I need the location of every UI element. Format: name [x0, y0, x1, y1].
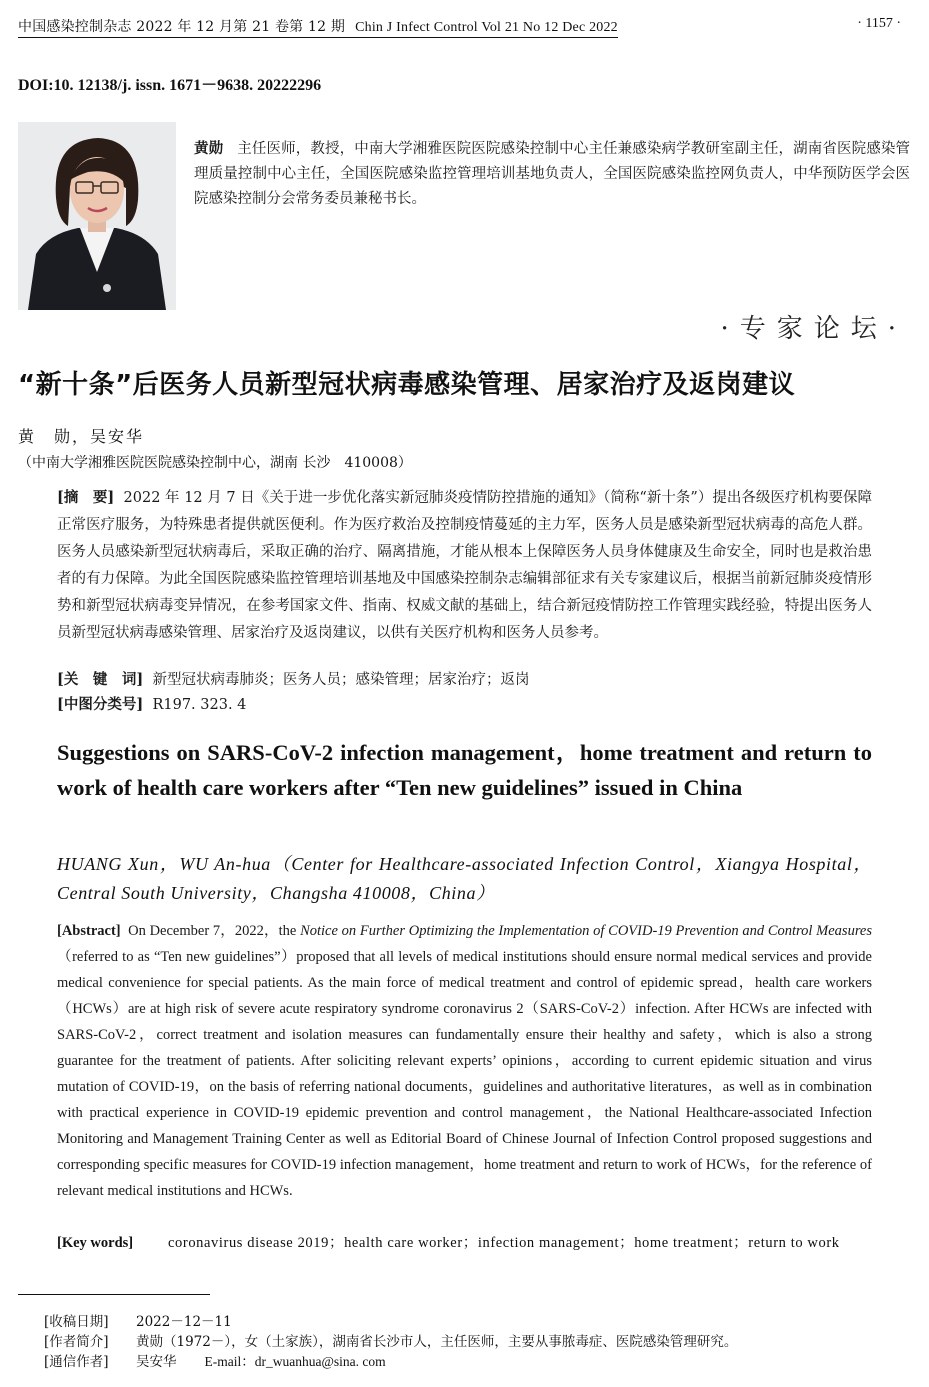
keywords-en-text: coronavirus disease 2019；health care worker；infection management；home treatment；return to work [168, 1235, 840, 1251]
abstract-zh-text: 2022 年 12 月 7 日《关于进一步优化落实新冠肺炎疫情防控措施的通知》（简称“新十条”）提出各级医疗机构要保障正常医疗服务，为特殊患者提供就医便利。作为医疗救治及控制疫情蔓延的主力军，医务人员是感染新型冠状病毒的高危人群。医务人员感染新型冠状病毒后，采取正确的治疗、隔离措施，才能从根本上保障医务人员身体健康及生命安全，同时也是救治患者的有力保障。为此全国医院感染监控管理培训基地及中国感染控制杂志编辑部征求有关专家建议后，根据当前新冠肺炎疫情形势和新型冠状病毒变异情况，在参考国家文件、指南、权威文献的基础上，结合新冠疫情防控工作管理实践经验，特提出医务人员新型冠状病毒感染管理、居家治疗及返岗建议，以供有关医疗机构和医务人员参考。 [57, 490, 872, 641]
corresponding-value: 吴安华 [136, 1354, 177, 1370]
keywords-zh-label: [关 键 词] [57, 671, 144, 688]
abstract-en [57, 918, 872, 1204]
doi: DOI:10. 12138/j. issn. 1671－9638. 20222296 [18, 77, 322, 94]
footnotes [44, 1312, 737, 1372]
keywords-en-label: [Key words] [57, 1235, 134, 1251]
author-bio-name: 黄勋 [194, 140, 224, 157]
running-header-zh: 中国感染控制杂志 2022 年 12 月第 21 卷第 12 期 [18, 19, 346, 35]
authors-affiliation-en: HUANG Xun，WU An-hua（Center for Healthcare-associated Infection Control，Xiangya Hospital，Central South University，Changsha 410008，China） [57, 854, 872, 903]
abstract-en-notice-title: Notice on Further Optimizing the Implementation of COVID-19 Prevention and Control Measures [300, 923, 872, 939]
footnote-divider [18, 1294, 210, 1295]
abstract-en-text: （referred to as “Ten new guidelines”）proposed that all levels of medical institutions should ensure normal medical services and provide medical convenience for special patients. As the main force of medical treatment and control of epidemic spread，health care workers（HCWs）are at high risk of severe acute respiratory syndrome coronavirus 2（SARS-CoV-2）infection. After HCWs are infected with SARS-CoV-2，correct treatment and isolation measures can fundamentally ensure their healthy and safety，which is also a strong guarantee for the treatment of patients. After soliciting relevant experts’ opinions，according to current epidemic situation and virus mutation of COVID-19，on the basis of referring national documents，guidelines and authoritative literatures，as well as in combination with practical experience in COVID-19 epidemic prevention and control management，the National Healthcare-associated Infection Monitoring and Management Training Center as well as Editorial Board of Chinese Journal of Infection Control proposed suggestions and corresponding specific measures for COVID-19 infection management，home treatment and return to work of HCWs，for the reference of relevant medical institutions and HCWs. [57, 949, 872, 1199]
authors-zh: 黄 勋，吴安华 [18, 427, 145, 446]
author-bio-text: 主任医师，教授，中南大学湘雅医院医院感染控制中心主任兼感染病学教研室副主任，湖南省医院感染管理质量控制中心主任，全国医院感染监控管理培训基地负责人，全国医院感染监控网负责人，中华预防医学会医院感染控制分会常务委员兼秘书长。 [194, 141, 911, 207]
corresponding-label: [通信作者] [44, 1354, 109, 1370]
abstract-zh [57, 484, 872, 647]
corresponding-email: E-mail：dr_wuanhua@sina. com [204, 1354, 386, 1369]
column-name: ·专家论坛· [720, 314, 907, 344]
author-intro-label: [作者简介] [44, 1334, 109, 1350]
article-title-zh: “新十条”后医务人员新型冠状病毒感染管理、居家治疗及返岗建议 [18, 370, 796, 400]
keywords-zh-text: 新型冠状病毒肺炎；医务人员；感染管理；居家治疗；返岗 [152, 672, 530, 688]
author-intro-value: 黄勋（1972－），女（土家族），湖南省长沙市人，主任医师，主要从事脓毒症、医院感染管理研究。 [136, 1334, 738, 1350]
abstract-en-lead: On December 7，2022，the [128, 923, 297, 939]
running-header-en: Chin J Infect Control Vol 21 No 12 Dec 2022 [355, 20, 618, 35]
article-title-en: Suggestions on SARS-CoV-2 infection management，home treatment and return to work of health care workers after “Ten new guidelines” issued in China [57, 740, 872, 800]
keywords-zh [57, 666, 872, 694]
running-header [18, 16, 618, 38]
footnote-corresponding [44, 1352, 737, 1372]
affiliation-zh: （中南大学湘雅医院医院感染控制中心，湖南 长沙 410008） [18, 455, 412, 471]
author-bio [194, 136, 910, 212]
abstract-en-label: [Abstract] [57, 923, 121, 939]
abstract-zh-label: [摘 要] [57, 489, 115, 506]
footnote-received [44, 1312, 737, 1332]
clc-label: [中图分类号] [57, 696, 144, 713]
clc-number [57, 691, 872, 719]
clc-value: R197. 323. 4 [152, 697, 247, 713]
footnote-author-intro [44, 1332, 737, 1352]
author-photo [18, 122, 176, 310]
author-portrait-image [18, 122, 176, 310]
received-value: 2022－12－11 [136, 1314, 232, 1330]
keywords-en [57, 1230, 872, 1256]
received-label: [收稿日期] [44, 1314, 109, 1330]
page-number: · 1157 · [857, 16, 901, 31]
